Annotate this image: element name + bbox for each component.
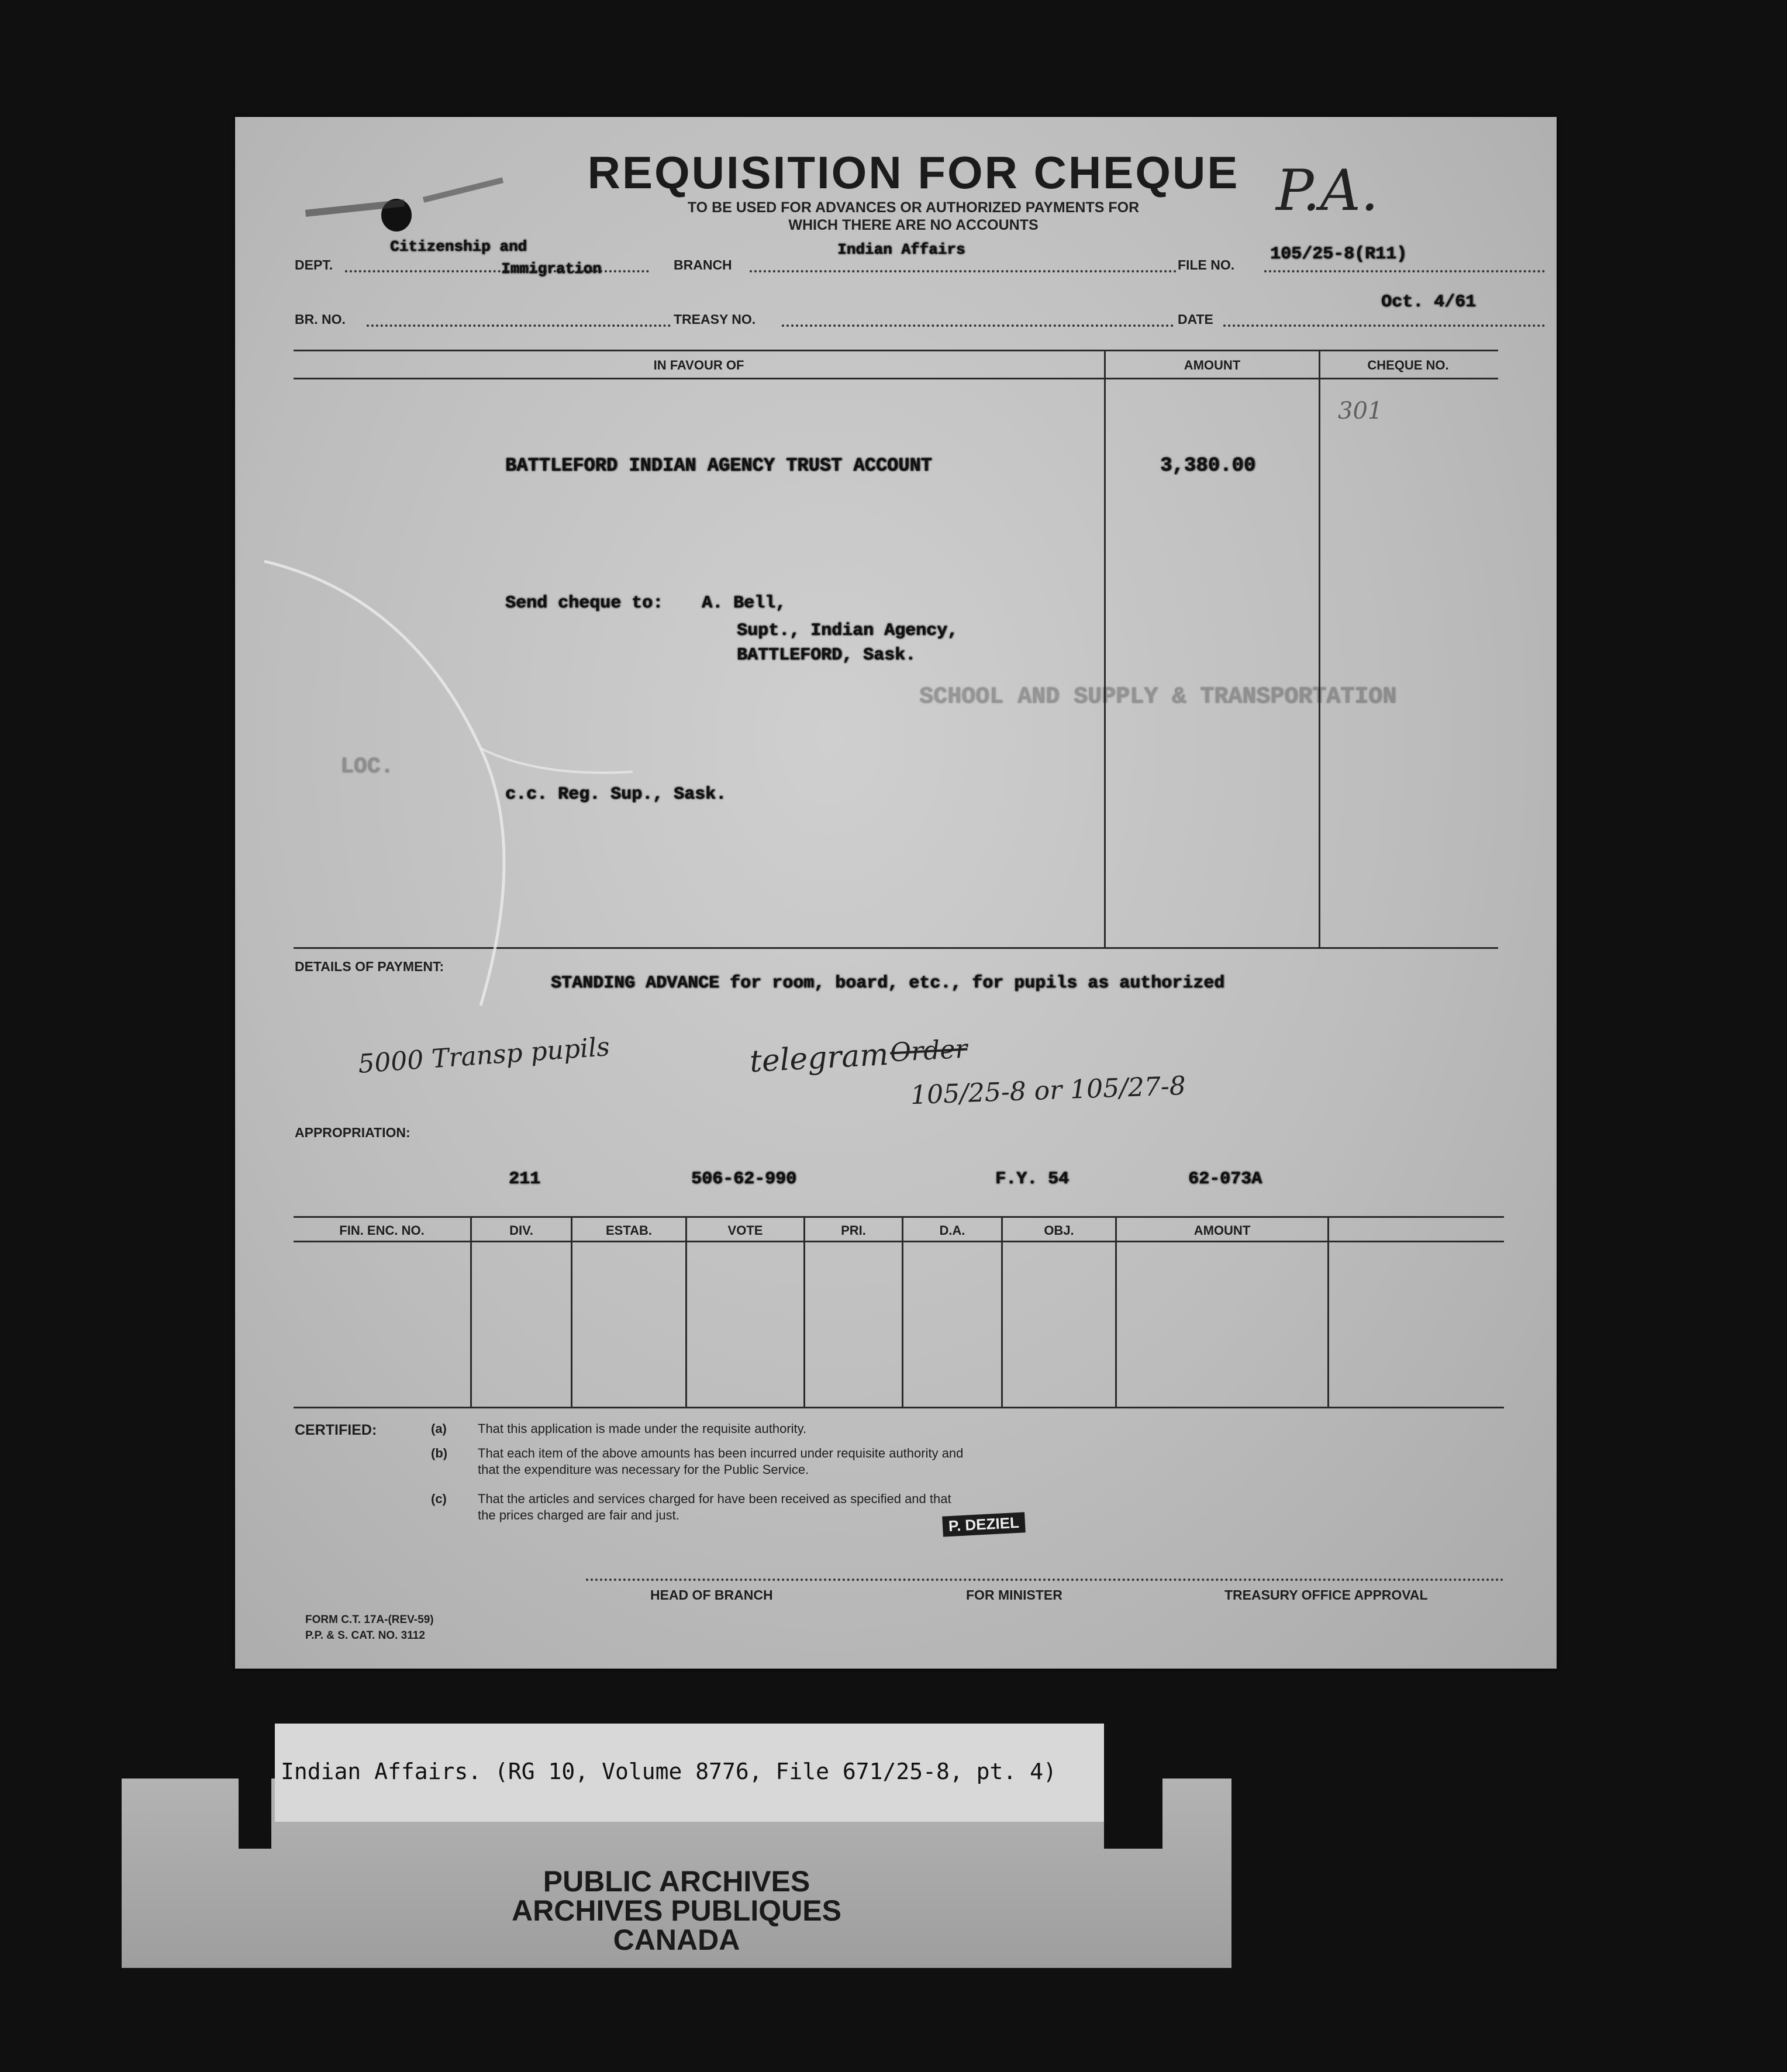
dept-dotted-line <box>345 270 649 272</box>
head-of-branch-label: HEAD OF BRANCH <box>650 1587 773 1603</box>
coding-col-divider <box>1327 1216 1329 1408</box>
main-table-bottom-rule <box>294 947 1498 949</box>
file-no-value: 105/25-8(R11) <box>1270 244 1407 264</box>
appropriation-label: APPROPRIATION: <box>295 1125 410 1140</box>
handwritten-transport-note: 5000 Transp pupils <box>357 1032 611 1079</box>
coding-col-divider <box>1115 1216 1117 1408</box>
archive-stamp-line1: PUBLIC ARCHIVES <box>543 1865 810 1898</box>
date-dotted-line <box>1223 324 1545 327</box>
archive-stamp-line2: ARCHIVES PUBLIQUES <box>512 1894 841 1927</box>
coding-col-divider <box>1001 1216 1003 1408</box>
signer-name-stamp: P. DEZIEL <box>942 1512 1026 1536</box>
treasy-no-dotted-line <box>782 324 1174 327</box>
coding-col-divider <box>803 1216 805 1408</box>
form-subtitle-line1: TO BE USED FOR ADVANCES OR AUTHORIZED PAYMENTS FOR <box>687 199 1140 216</box>
certified-mark-a: (a) <box>431 1421 447 1436</box>
main-table-top-rule <box>294 350 1498 351</box>
coding-table-bottom-rule <box>294 1407 1504 1408</box>
send-cheque-line3: BATTLEFORD, Sask. <box>737 645 916 665</box>
certified-mark-b: (b) <box>431 1446 448 1460</box>
obj-header: OBJ. <box>1044 1223 1074 1238</box>
archive-reference-label <box>275 1724 1104 1822</box>
archive-stamp-line3: CANADA <box>613 1923 740 1956</box>
form-number-line2: P.P. & S. CAT. NO. 3112 <box>305 1629 425 1642</box>
bleed-through-text: SCHOOL AND SUPPLY & TRANSPORTATION <box>919 684 1397 710</box>
branch-label: BRANCH <box>674 257 732 272</box>
certified-text-a: That this application is made under the requisite authority. <box>478 1421 807 1436</box>
estab-header: ESTAB. <box>605 1223 653 1238</box>
main-table-divider-amount <box>1104 350 1106 947</box>
certified-mark-c: (c) <box>431 1491 447 1506</box>
appropriation-value-4: 62-073A <box>1188 1169 1262 1189</box>
coding-amount-header: AMOUNT <box>1193 1223 1251 1238</box>
br-no-dotted-line <box>367 324 671 327</box>
signature-dotted-line <box>586 1579 1504 1581</box>
main-table-divider-cheque <box>1319 350 1320 947</box>
form-subtitle <box>586 199 1241 234</box>
requisition-form-sheet <box>235 117 1557 1669</box>
details-of-payment-label: DETAILS OF PAYMENT: <box>295 959 444 974</box>
details-of-payment-value: STANDING ADVANCE for room, board, etc., for pupils as authorized <box>551 973 1225 993</box>
form-title: REQUISITION FOR CHEQUE <box>587 147 1240 198</box>
handwritten-initials: P.A. <box>1276 158 1379 223</box>
file-no-label: FILE NO. <box>1178 257 1235 272</box>
dept-label: DEPT. <box>295 257 333 272</box>
treasury-approval-label: TREASURY OFFICE APPROVAL <box>1224 1587 1428 1603</box>
amount-header: AMOUNT <box>1184 358 1241 372</box>
date-value: Oct. 4/61 <box>1381 292 1476 312</box>
cheque-number-pencil: 301 <box>1338 398 1383 424</box>
certified-item-c <box>431 1491 1425 1524</box>
vote-header: VOTE <box>727 1223 763 1238</box>
card-notch-left <box>239 1779 271 1849</box>
form-subtitle-line2: WHICH THERE ARE NO ACCOUNTS <box>788 217 1039 233</box>
dept-value-line2: Immigration <box>501 260 602 278</box>
branch-dotted-line <box>750 270 1177 272</box>
coding-table-header-rule <box>294 1241 1504 1242</box>
send-cheque-line1: A. Bell, <box>702 593 786 613</box>
pri-header: PRI. <box>841 1223 866 1238</box>
certified-item-a <box>431 1421 1425 1437</box>
certified-item-b <box>431 1445 1425 1478</box>
handwritten-file-reference: 105/25-8 or 105/27-8 <box>910 1070 1186 1111</box>
handwritten-struck-word: Order <box>889 1034 968 1068</box>
send-cheque-line2: Supt., Indian Agency, <box>737 621 958 641</box>
certified-text-b1: That each item of the above amounts has been incurred under requisite authority and <box>478 1446 964 1460</box>
fin-enc-no-header: FIN. ENC. NO. <box>339 1223 425 1238</box>
certified-text-c1: That the articles and services charged for have been received as specified and that <box>478 1491 951 1506</box>
file-no-dotted-line <box>1264 270 1545 272</box>
form-number-line1: FORM C.T. 17A-(REV-59) <box>305 1614 434 1626</box>
carbon-copy-line: c.c. Reg. Sup., Sask. <box>505 785 727 804</box>
handwritten-telegram-note: telegram <box>748 1037 889 1080</box>
archive-reference-text: Indian Affairs. (RG 10, Volume 8776, File 671/25-8, pt. 4) <box>281 1759 1057 1784</box>
certified-label: CERTIFIED: <box>295 1422 377 1438</box>
div-header: DIV. <box>509 1223 533 1238</box>
bleed-through-text-2: LOC. <box>340 754 394 779</box>
payee-name: BATTLEFORD INDIAN AGENCY TRUST ACCOUNT <box>505 455 932 476</box>
appropriation-value-3: F.Y. 54 <box>995 1169 1070 1189</box>
coding-col-divider <box>470 1216 472 1408</box>
coding-col-divider <box>685 1216 687 1408</box>
treasy-no-label: TREASY NO. <box>674 312 756 327</box>
in-favour-of-header: IN FAVOUR OF <box>653 358 744 372</box>
certified-text-c2: the prices charged are fair and just. <box>478 1508 679 1522</box>
coding-col-divider <box>902 1216 903 1408</box>
appropriation-value-1: 211 <box>509 1169 541 1189</box>
for-minister-label: FOR MINISTER <box>966 1587 1062 1603</box>
card-notch-right <box>1104 1779 1162 1849</box>
coding-col-divider <box>571 1216 572 1408</box>
coding-table-top-rule <box>294 1216 1504 1218</box>
main-table-header-rule <box>294 378 1498 379</box>
cheque-no-header: CHEQUE NO. <box>1367 358 1449 372</box>
appropriation-value-2: 506-62-990 <box>691 1169 797 1189</box>
br-no-label: BR. NO. <box>295 312 346 327</box>
payment-amount: 3,380.00 <box>1160 455 1256 477</box>
certified-text-b2: that the expenditure was necessary for the Public Service. <box>478 1462 809 1477</box>
date-label: DATE <box>1178 312 1213 327</box>
da-header: D.A. <box>939 1223 965 1238</box>
send-cheque-label: Send cheque to: <box>505 593 664 613</box>
ink-smudge <box>423 177 503 203</box>
branch-value: Indian Affairs <box>837 241 965 258</box>
dept-value-line1: Citizenship and <box>390 238 527 255</box>
